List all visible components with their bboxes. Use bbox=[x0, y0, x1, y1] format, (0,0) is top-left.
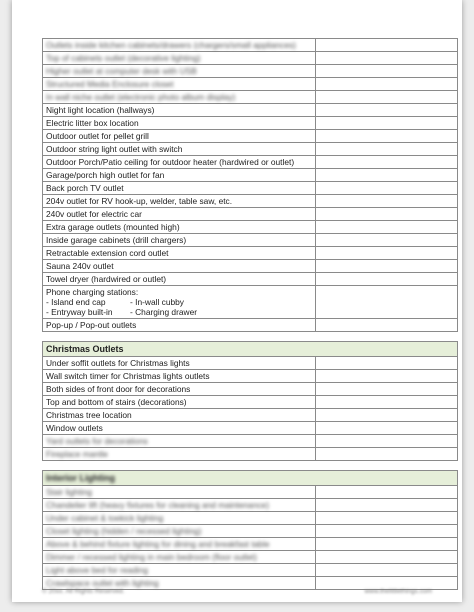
check-cell[interactable] bbox=[316, 234, 458, 247]
check-cell[interactable] bbox=[316, 486, 458, 499]
list-item: Back porch TV outlet bbox=[43, 182, 316, 195]
sub-item: - Entryway built-in bbox=[46, 307, 113, 317]
table-row bbox=[43, 260, 458, 273]
table-row bbox=[43, 538, 458, 551]
check-cell[interactable] bbox=[316, 564, 458, 577]
table-row bbox=[43, 396, 458, 409]
check-cell[interactable] bbox=[316, 383, 458, 396]
list-item: Higher outlet at computer desk with USB bbox=[46, 66, 197, 76]
table-row bbox=[43, 370, 458, 383]
table-row bbox=[43, 499, 458, 512]
list-item: Night light location (hallways) bbox=[43, 104, 316, 117]
list-item: In wall niche outlet (electronic photo album display) bbox=[46, 92, 236, 102]
footer-website: www.thelittlethings.com bbox=[364, 588, 432, 595]
table-row bbox=[43, 422, 458, 435]
list-item: Towel dryer (hardwired or outlet) bbox=[43, 273, 316, 286]
check-cell[interactable] bbox=[316, 448, 458, 461]
check-cell[interactable] bbox=[316, 319, 458, 332]
list-item: Outdoor string light outlet with switch bbox=[43, 143, 316, 156]
list-item: Structured Media Enclosure closet bbox=[46, 79, 174, 89]
table-row bbox=[43, 564, 458, 577]
table-row bbox=[43, 52, 458, 65]
list-item: Dimmer / recessed lighting in main bedroom (floor outlet) bbox=[46, 552, 257, 562]
check-cell[interactable] bbox=[316, 409, 458, 422]
check-cell[interactable] bbox=[316, 208, 458, 221]
list-item: Crawlspace outlet with lighting bbox=[46, 578, 159, 588]
check-cell[interactable] bbox=[316, 104, 458, 117]
table-row bbox=[43, 551, 458, 564]
list-item: Chandelier lift (heavy fixtures for cleaning and maintenance) bbox=[46, 500, 269, 510]
section-header: Interior Lighting bbox=[46, 473, 115, 483]
check-cell[interactable] bbox=[316, 91, 458, 104]
list-item: Inside garage cabinets (drill chargers) bbox=[43, 234, 316, 247]
table-row bbox=[43, 435, 458, 448]
table-row bbox=[43, 39, 458, 52]
list-item: Closet lighting (hidden / recessed lighting) bbox=[46, 526, 202, 536]
table-row bbox=[43, 234, 458, 247]
list-item: Outdoor outlet for pellet grill bbox=[43, 130, 316, 143]
list-item: Garage/porch high outlet for fan bbox=[43, 169, 316, 182]
section-header-row bbox=[43, 471, 458, 486]
check-cell[interactable] bbox=[316, 221, 458, 234]
table-row bbox=[43, 448, 458, 461]
table-row bbox=[43, 525, 458, 538]
list-item: Both sides of front door for decorations bbox=[43, 383, 316, 396]
list-item: Top and bottom of stairs (decorations) bbox=[43, 396, 316, 409]
table-row bbox=[43, 130, 458, 143]
table-row bbox=[43, 156, 458, 169]
sub-item: - Island end cap bbox=[46, 297, 106, 307]
list-item: Pop-up / Pop-out outlets bbox=[43, 319, 316, 332]
check-cell[interactable] bbox=[316, 435, 458, 448]
table-row bbox=[43, 78, 458, 91]
check-cell[interactable] bbox=[316, 117, 458, 130]
check-cell[interactable] bbox=[316, 182, 458, 195]
list-item: Wall switch timer for Christmas lights outlets bbox=[43, 370, 316, 383]
check-cell[interactable] bbox=[316, 512, 458, 525]
table-row bbox=[43, 357, 458, 370]
check-cell[interactable] bbox=[316, 370, 458, 383]
list-item: Top of cabinets outlet (decorative lighting) bbox=[46, 53, 201, 63]
table-row bbox=[43, 383, 458, 396]
table-row bbox=[43, 409, 458, 422]
check-cell[interactable] bbox=[316, 39, 458, 52]
table-row bbox=[43, 486, 458, 499]
table-row bbox=[43, 286, 458, 319]
check-cell[interactable] bbox=[316, 78, 458, 91]
table-row bbox=[43, 221, 458, 234]
table-row bbox=[43, 104, 458, 117]
section-header: Christmas Outlets bbox=[43, 342, 458, 357]
phone-charging-item bbox=[43, 286, 316, 319]
table-row bbox=[43, 169, 458, 182]
section-spacer bbox=[43, 461, 458, 471]
check-cell[interactable] bbox=[316, 422, 458, 435]
check-cell[interactable] bbox=[316, 143, 458, 156]
check-cell[interactable] bbox=[316, 273, 458, 286]
checklist-table bbox=[42, 38, 458, 590]
section-spacer bbox=[43, 332, 458, 342]
table-row bbox=[43, 182, 458, 195]
check-cell[interactable] bbox=[316, 65, 458, 78]
list-item: 204v outlet for RV hook-up, welder, table saw, etc. bbox=[43, 195, 316, 208]
table-row bbox=[43, 273, 458, 286]
table-row bbox=[43, 91, 458, 104]
list-item: Window outlets bbox=[43, 422, 316, 435]
check-cell[interactable] bbox=[316, 260, 458, 273]
list-item: Extra garage outlets (mounted high) bbox=[43, 221, 316, 234]
table-row bbox=[43, 208, 458, 221]
checklist-page bbox=[12, 0, 462, 602]
check-cell[interactable] bbox=[316, 525, 458, 538]
table-row bbox=[43, 143, 458, 156]
table-row bbox=[43, 195, 458, 208]
list-item: Retractable extension cord outlet bbox=[43, 247, 316, 260]
phone-charging-title: Phone charging stations: bbox=[46, 287, 139, 297]
check-cell[interactable] bbox=[316, 551, 458, 564]
list-item: Sauna 240v outlet bbox=[43, 260, 316, 273]
table-row bbox=[43, 319, 458, 332]
list-item: Fireplace mantle bbox=[46, 449, 108, 459]
check-cell[interactable] bbox=[316, 169, 458, 182]
check-cell[interactable] bbox=[316, 156, 458, 169]
list-item: Electric litter box location bbox=[43, 117, 316, 130]
sub-item: - In-wall cubby bbox=[130, 297, 184, 307]
check-cell[interactable] bbox=[316, 286, 458, 319]
list-item: Above & behind fixture lighting for dining and breakfast table bbox=[46, 539, 270, 549]
list-item: Outlets inside kitchen cabinets/drawers (chargers/small appliances) bbox=[46, 40, 296, 50]
check-cell[interactable] bbox=[316, 538, 458, 551]
list-item: Light above bed for reading bbox=[46, 565, 148, 575]
footer-copyright: © 20xx. All Rights Reserved. bbox=[42, 588, 125, 595]
sub-item: - Charging drawer bbox=[130, 307, 198, 317]
list-item: Christmas tree location bbox=[43, 409, 316, 422]
table-row bbox=[43, 512, 458, 525]
table-row bbox=[43, 117, 458, 130]
list-item: Under cabinet & toekick lighting bbox=[46, 513, 164, 523]
list-item: Outdoor Porch/Patio ceiling for outdoor heater (hardwired or outlet) bbox=[43, 156, 316, 169]
list-item: Yard outlets for decorations bbox=[46, 436, 148, 446]
check-cell[interactable] bbox=[316, 130, 458, 143]
check-cell[interactable] bbox=[316, 247, 458, 260]
section-header-row bbox=[43, 342, 458, 357]
list-item: 240v outlet for electric car bbox=[43, 208, 316, 221]
table-row bbox=[43, 247, 458, 260]
list-item: Under soffit outlets for Christmas lights bbox=[43, 357, 316, 370]
check-cell[interactable] bbox=[316, 52, 458, 65]
list-item: Stair lighting bbox=[46, 487, 93, 497]
check-cell[interactable] bbox=[316, 499, 458, 512]
check-cell[interactable] bbox=[316, 357, 458, 370]
table-row bbox=[43, 65, 458, 78]
check-cell[interactable] bbox=[316, 396, 458, 409]
check-cell[interactable] bbox=[316, 195, 458, 208]
